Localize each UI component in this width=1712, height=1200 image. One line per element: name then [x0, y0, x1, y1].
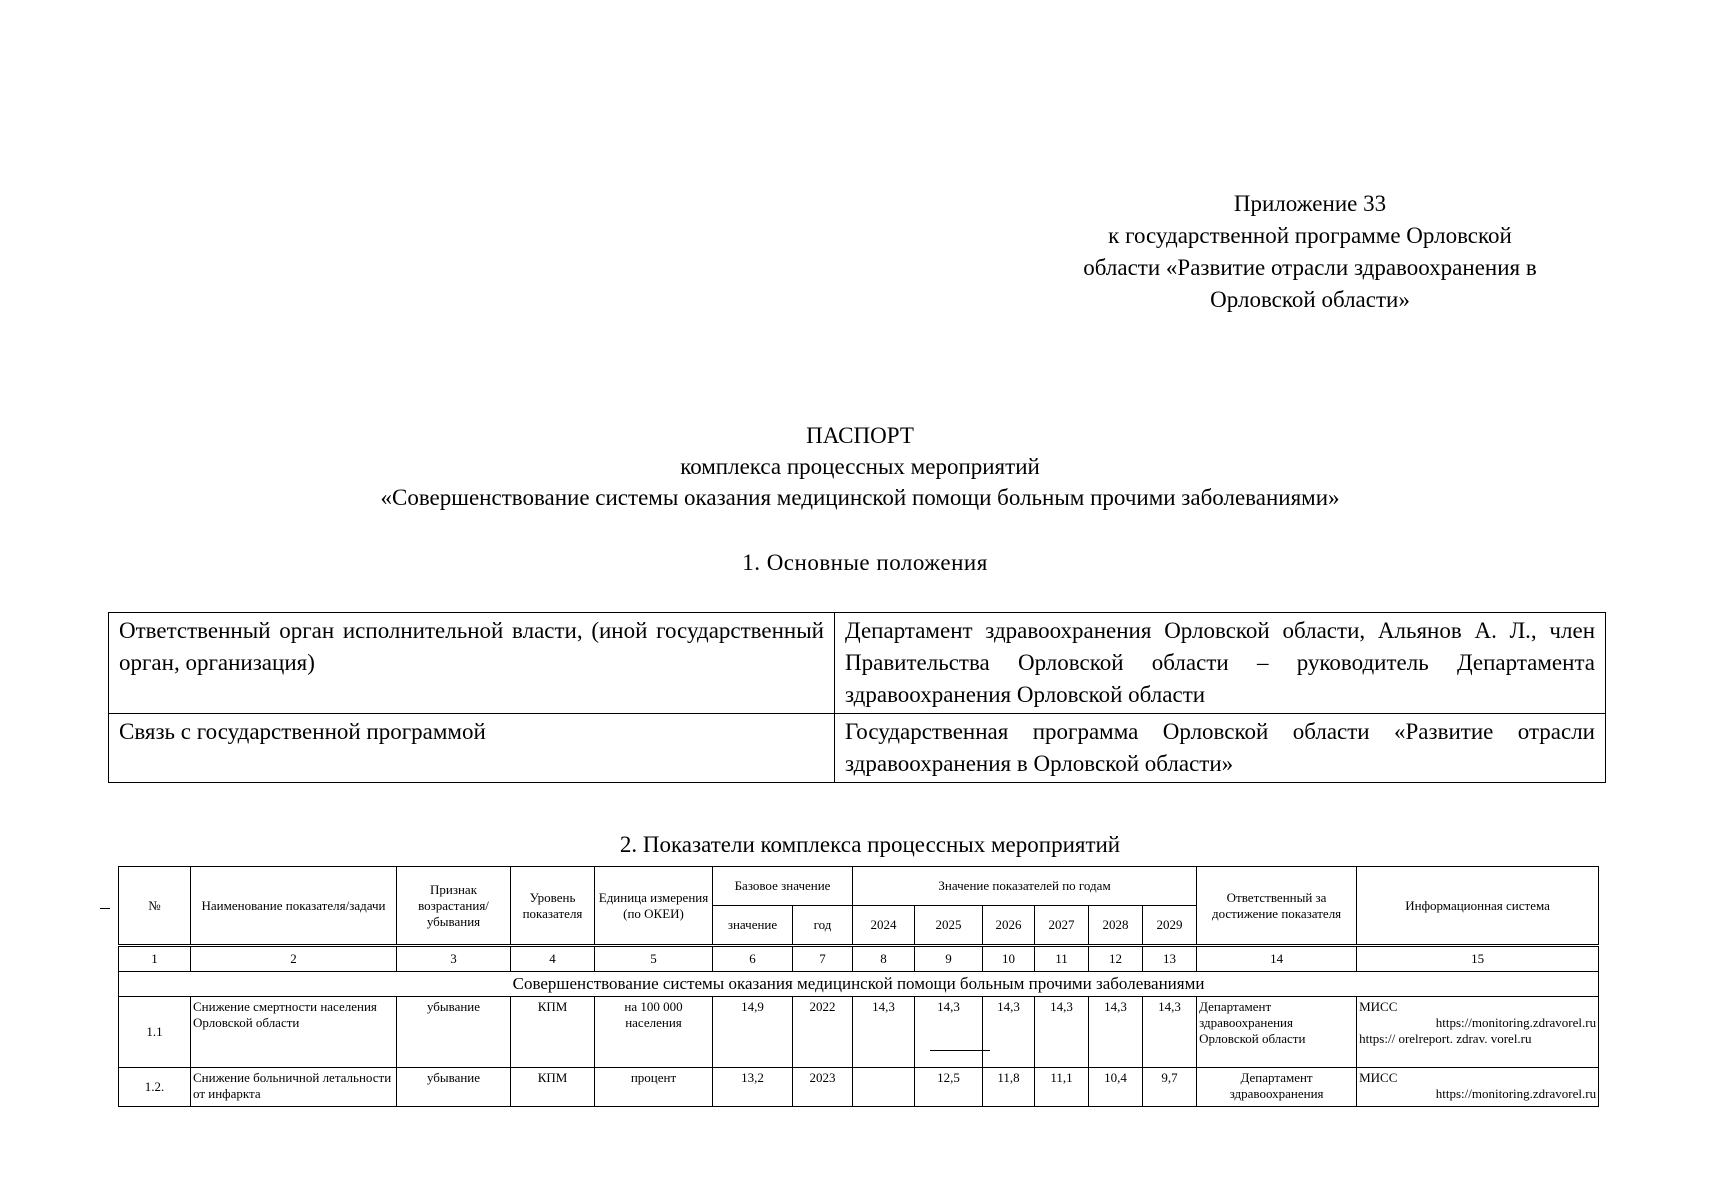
header-year-2025: 2025	[915, 906, 983, 946]
appendix-line-3: области «Развитие отрасли здравоохранения в	[1083, 255, 1537, 280]
row-base-value: 14,9	[713, 997, 793, 1068]
header-year-2028: 2028	[1089, 906, 1143, 946]
row-unit: процент	[595, 1068, 713, 1107]
passport-heading	[240, 420, 1480, 513]
row-num: 1.2.	[119, 1068, 191, 1107]
column-number: 6	[713, 946, 793, 972]
row-level: КПМ	[511, 1068, 595, 1107]
passport-title: ПАСПОРТ	[806, 423, 914, 448]
column-number: 11	[1035, 946, 1089, 972]
header-level: Уровень показателя	[511, 867, 595, 946]
header-num: №	[119, 867, 191, 946]
header-year-2026: 2026	[983, 906, 1035, 946]
header-by-years: Значение показателей по годам	[853, 867, 1197, 906]
header-base: Базовое значение	[713, 867, 853, 906]
appendix-line-2: к государственной программе Орловской	[1108, 223, 1512, 248]
infosys-name: МИСС	[1359, 999, 1398, 1014]
underline-mark	[930, 1050, 990, 1051]
header-name: Наименование показателя/задачи	[191, 867, 397, 946]
row-responsible: Департамент здравоохранения Орловской области	[1197, 997, 1357, 1068]
row-name: Снижение смертности населения Орловской области	[191, 997, 397, 1068]
row-base-value: 13,2	[713, 1068, 793, 1107]
header-infosys: Информационная система	[1357, 867, 1599, 946]
infosys-name: МИСС	[1359, 1070, 1398, 1085]
row-level: КПМ	[511, 997, 595, 1068]
row-value-2025: 12,5	[915, 1068, 983, 1107]
row-infosys	[1357, 1068, 1599, 1107]
provisions-row	[109, 714, 1606, 783]
column-number: 13	[1143, 946, 1197, 972]
header-unit: Единица измерения (по ОКЕИ)	[595, 867, 713, 946]
header-year-2027: 2027	[1035, 906, 1089, 946]
header-responsible: Ответственный за достижение показателя	[1197, 867, 1357, 946]
header-year-2029: 2029	[1143, 906, 1197, 946]
indicators-table	[118, 866, 1599, 1107]
column-number: 7	[793, 946, 853, 972]
infosys-url: https://monitoring.zdravorel.ru	[1435, 1086, 1597, 1101]
section1-title: 1. Основные положения	[742, 550, 988, 575]
row-name: Снижение больничной летальности от инфаркта	[191, 1068, 397, 1107]
header-year-2024: 2024	[853, 906, 915, 946]
row-infosys	[1357, 997, 1599, 1068]
column-number: 12	[1089, 946, 1143, 972]
row-sign: убывание	[397, 997, 511, 1068]
provisions-label: Связь с государственной программой	[109, 714, 835, 783]
table-row	[119, 997, 1599, 1068]
column-number: 5	[595, 946, 713, 972]
column-number: 9	[915, 946, 983, 972]
header-base-value: значение	[713, 906, 793, 946]
indicators-header-row	[119, 867, 1599, 906]
provisions-value: Государственная программа Орловской области «Развитие отрасли здравоохранения в Орловской области»	[835, 714, 1606, 783]
column-number: 4	[511, 946, 595, 972]
row-value-2024	[853, 1068, 915, 1107]
column-numbers-row	[119, 946, 1599, 972]
column-number: 8	[853, 946, 915, 972]
provisions-label: Ответственный орган исполнительной власти, (иной государственный орган, организация)	[109, 613, 835, 714]
row-value-2028: 10,4	[1089, 1068, 1143, 1107]
passport-name: «Совершенствование системы оказания медицинской помощи больным прочими заболеваниями»	[380, 485, 1340, 510]
passport-subtitle: комплекса процессных мероприятий	[680, 454, 1040, 479]
column-number: 1	[119, 946, 191, 972]
row-value-2024: 14,3	[853, 997, 915, 1068]
row-base-year: 2023	[793, 1068, 853, 1107]
row-value-2026: 14,3	[983, 997, 1035, 1068]
row-value-2025: 14,3	[915, 997, 983, 1068]
row-value-2029: 9,7	[1143, 1068, 1197, 1107]
provisions-value: Департамент здравоохранения Орловской области, Альянов А. Л., член Правительства Орловской области – руководитель Департамента здравоохранения Орловской области	[835, 613, 1606, 714]
row-value-2029: 14,3	[1143, 997, 1197, 1068]
row-sign: убывание	[397, 1068, 511, 1107]
appendix-line-1: Приложение 33	[1233, 191, 1387, 216]
provisions-row	[109, 613, 1606, 714]
row-num: 1.1	[119, 997, 191, 1068]
row-base-year: 2022	[793, 997, 853, 1068]
row-responsible: Департамент здравоохранения	[1197, 1068, 1357, 1107]
column-number: 3	[397, 946, 511, 972]
column-number: 2	[191, 946, 397, 972]
row-value-2028: 14,3	[1089, 997, 1143, 1068]
column-number: 15	[1357, 946, 1599, 972]
row-value-2027: 14,3	[1035, 997, 1089, 1068]
column-number: 14	[1197, 946, 1357, 972]
infosys-url: https://monitoring.zdravorel.ru	[1435, 1015, 1597, 1030]
header-base-year: год	[793, 906, 853, 946]
row-value-2026: 11,8	[983, 1068, 1035, 1107]
infosys-url: https:// orelreport. zdrav. vorel.ru	[1359, 1031, 1532, 1046]
row-unit: на 100 000 населения	[595, 997, 713, 1068]
main-provisions-table	[108, 612, 1606, 783]
column-number: 10	[983, 946, 1035, 972]
margin-mark	[100, 908, 110, 909]
section-group-title: Совершенствование системы оказания медицинской помощи больным прочими заболеваниями	[119, 972, 1599, 997]
section2-title: 2. Показатели комплекса процессных мероприятий	[619, 832, 1121, 857]
appendix-line-4: Орловской области»	[1210, 287, 1410, 312]
header-sign: Признак возрастания/ убывания	[397, 867, 511, 946]
appendix-header	[1010, 188, 1610, 316]
row-value-2027: 11,1	[1035, 1068, 1089, 1107]
section-group-row	[119, 972, 1599, 997]
table-row	[119, 1068, 1599, 1107]
